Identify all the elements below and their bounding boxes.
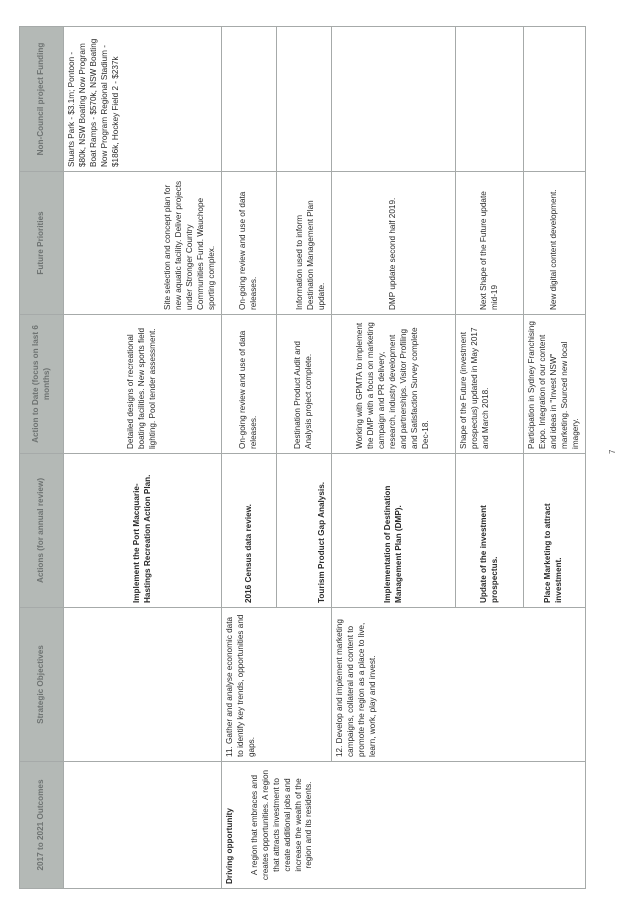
- empty-cell: [64, 762, 222, 889]
- future-priorities-cell: Site selection and concept plan for new aquatic facility. Deliver projects under Stronger Country Communities Fund. Wauchope sporting complex.: [64, 172, 222, 315]
- funding-cell: [277, 27, 332, 172]
- future-priorities-cell: On-going review and use of data releases.: [222, 172, 277, 315]
- action-cell: Implement the Port Macquarie-Hastings Recreation Action Plan.: [64, 454, 222, 608]
- rotated-table-wrapper: [19, 27, 584, 889]
- header-action-to-date: Action to Date (focus on last 6 months): [20, 315, 64, 454]
- funding-cell: [222, 27, 277, 172]
- action-cell: Update of the investment prospectus.: [456, 454, 524, 608]
- header-future-priorities: Future Priorities: [20, 172, 64, 315]
- header-non-council-funding: Non-Council project Funding: [20, 27, 64, 172]
- strategy-table: [19, 26, 586, 889]
- action-cell: Implementation of Destination Management Plan (DMP).: [332, 454, 456, 608]
- future-priorities-cell: Next Shape of the Future update mid-19: [456, 172, 524, 315]
- to-date-cell: On-going review and use of data releases.: [222, 315, 277, 454]
- funding-cell: Stuarts Park - $3.1m; Pontoon - $80k, NSW Boating Now Program Boat Ramps - $570k, NSW Boating Now Program Regional Stadium - $186k, Hockey Field 2 - $237k: [64, 27, 222, 172]
- objective-cell: 12. Develop and implement marketing campaigns, collateral and content to promote the region as a place to live, learn, work, play and invest.: [332, 608, 586, 762]
- objective-cell: 11. Gather and analyse economic data to identify key trends, opportunities and gaps.: [222, 608, 332, 762]
- action-cell: 2016 Census data review.: [222, 454, 277, 608]
- table-row: [64, 27, 222, 889]
- future-priorities-cell: Information used to inform Destination Management Plan update.: [277, 172, 332, 315]
- page-number: 7: [608, 449, 617, 454]
- header-actions: Actions (for annual review): [20, 454, 64, 608]
- table-header-row: [20, 27, 64, 889]
- table-row: [222, 27, 277, 889]
- action-cell: Tourism Product Gap Analysis.: [277, 454, 332, 608]
- funding-cell: [456, 27, 524, 172]
- to-date-cell: Shape of the Future (investment prospectus) updated in May 2017 and March 2018.: [456, 315, 524, 454]
- funding-cell: [524, 27, 586, 172]
- empty-cell: [64, 608, 222, 762]
- to-date-cell: Detailed designs of recreational boating facilities. New sports field lighting. Pool tender assessment.: [64, 315, 222, 454]
- to-date-cell: Working with GPMTA to implement the DMP with a focus on marketing campaign and PR delivery, research, industry development and partnerships. Visitor Profiling and Satisfaction Survey complete Dec-18.: [332, 315, 456, 454]
- future-priorities-cell: New digital content development.: [524, 172, 586, 315]
- to-date-cell: Participation in Sydney Franchising Expo. Integration of our content and ideas in "Invest NSW" marketing. Sourced new local imagery.: [524, 315, 586, 454]
- funding-cell: [332, 27, 456, 172]
- to-date-cell: Destination Product Audit and Analysis project complete.: [277, 315, 332, 454]
- outcome-cell: [222, 762, 586, 889]
- header-outcomes: 2017 to 2021 Outcomes: [20, 762, 64, 889]
- header-strategic-objectives: Strategic Objectives: [20, 608, 64, 762]
- action-cell: Place Marketing to attract investment.: [524, 454, 586, 608]
- outcome-title: Driving opportunity: [225, 808, 234, 884]
- table-row: [332, 27, 456, 889]
- future-priorities-cell: DMP update second half 2019.: [332, 172, 456, 315]
- outcome-description: A region that embraces and creates opportunities. A region that attracts investment to create additional jobs and increase the wealth of the region and its residents.: [249, 769, 314, 881]
